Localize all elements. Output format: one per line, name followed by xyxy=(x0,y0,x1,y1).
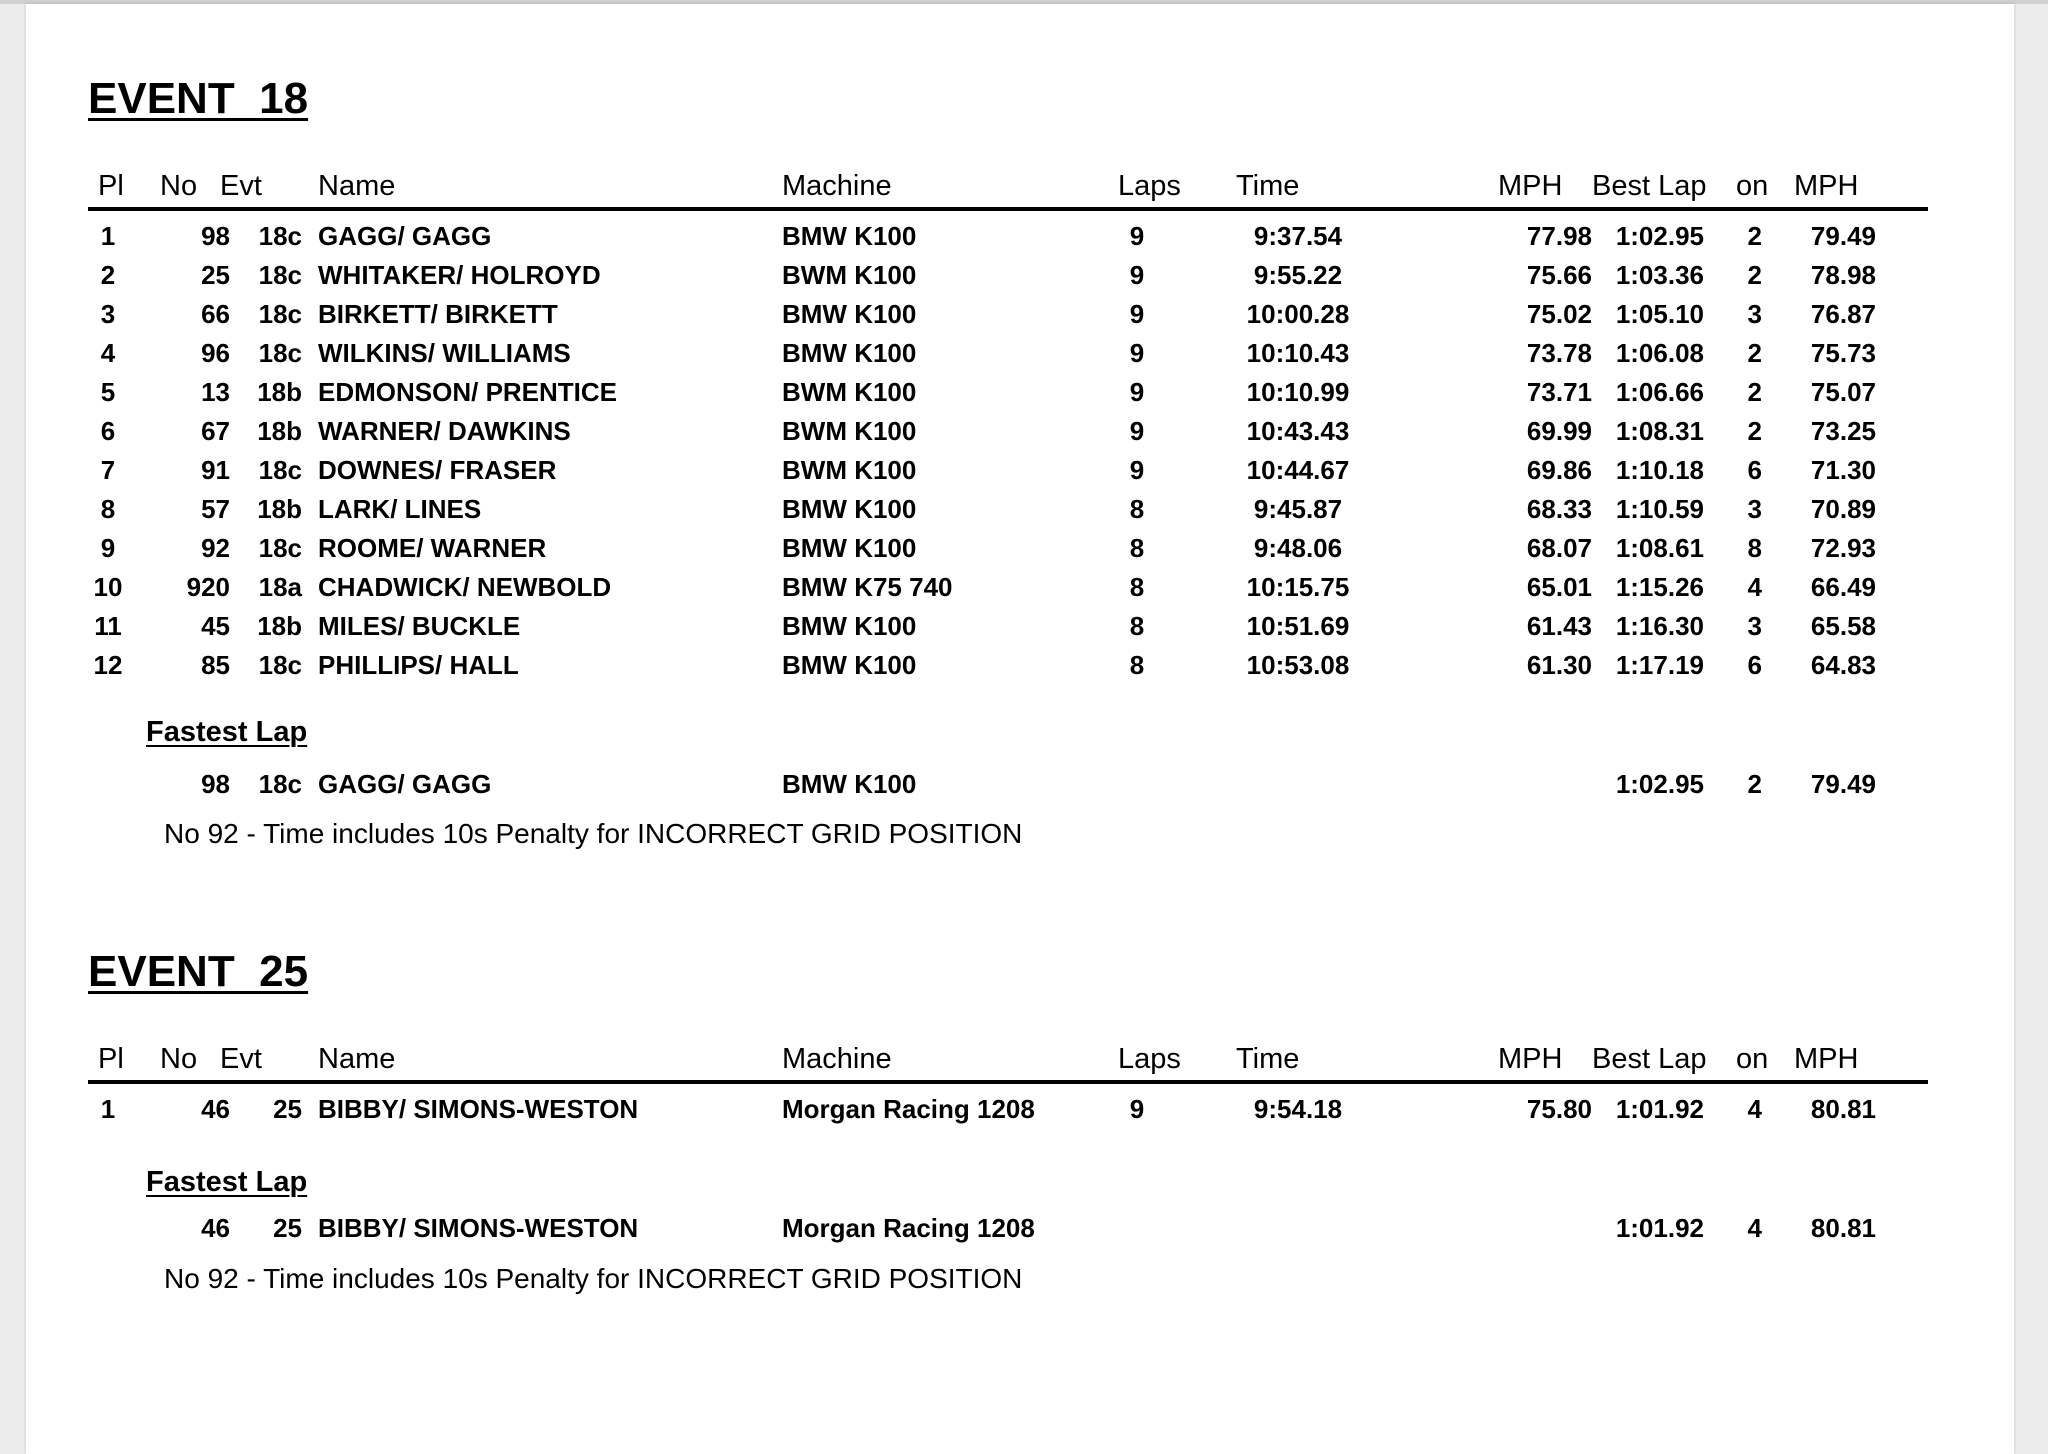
cell-pl: 8 xyxy=(100,494,116,524)
cell-no: 98 xyxy=(201,769,230,799)
cell-evt: 18b xyxy=(257,494,302,524)
cell-time: 10:43.43 xyxy=(1246,416,1350,446)
cell-pl: 3 xyxy=(100,299,116,329)
cell-mph: 73.71 xyxy=(1526,377,1592,407)
event-title: EVENT 18 xyxy=(88,74,309,123)
cell-best-mph: 80.81 xyxy=(1810,1094,1876,1124)
cell-no: 46 xyxy=(201,1213,230,1243)
cell-best-lap: 1:10.18 xyxy=(1615,455,1704,485)
cell-evt: 18c xyxy=(258,260,302,290)
cell-no: 85 xyxy=(201,650,230,680)
cell-no: 92 xyxy=(201,533,230,563)
cell-laps: 9 xyxy=(1129,377,1145,407)
cell-mph: 68.07 xyxy=(1526,533,1592,563)
cell-machine: BMW K100 xyxy=(782,221,917,251)
table-row xyxy=(88,221,1928,259)
cell-evt: 18c xyxy=(258,221,302,251)
col-best-mph: MPH xyxy=(1794,170,1859,202)
cell-on: 2 xyxy=(1747,221,1762,251)
cell-best-lap: 1:02.95 xyxy=(1615,769,1704,799)
cell-machine: BMW K100 xyxy=(782,494,917,524)
cell-no: 57 xyxy=(201,494,230,524)
cell-evt: 18c xyxy=(258,650,302,680)
cell-laps: 9 xyxy=(1129,338,1145,368)
cell-pl: 7 xyxy=(100,455,116,485)
col-best-lap: Best Lap xyxy=(1592,170,1707,202)
cell-best-mph: 65.58 xyxy=(1810,611,1876,641)
cell-pl: 12 xyxy=(93,650,123,680)
cell-name: DOWNES/ FRASER xyxy=(318,455,557,485)
fastest-lap-label: Fastest Lap xyxy=(146,716,308,748)
cell-machine: BWM K100 xyxy=(782,260,917,290)
cell-best-mph: 75.07 xyxy=(1810,377,1876,407)
cell-mph: 75.66 xyxy=(1526,260,1592,290)
col-pl: Pl xyxy=(98,170,124,202)
col-best-mph: MPH xyxy=(1794,1043,1859,1075)
cell-pl: 1 xyxy=(100,1094,116,1124)
cell-on: 6 xyxy=(1747,650,1762,680)
cell-best-lap: 1:06.08 xyxy=(1615,338,1704,368)
cell-laps: 9 xyxy=(1129,416,1145,446)
cell-best-lap: 1:08.31 xyxy=(1615,416,1704,446)
cell-on: 8 xyxy=(1747,533,1762,563)
table-row xyxy=(88,494,1928,532)
cell-time: 9:37.54 xyxy=(1253,221,1343,251)
cell-mph: 61.43 xyxy=(1526,611,1592,641)
cell-laps: 9 xyxy=(1129,221,1145,251)
cell-on: 2 xyxy=(1747,769,1762,799)
cell-no: 96 xyxy=(201,338,230,368)
cell-mph: 75.80 xyxy=(1526,1094,1592,1124)
table-row xyxy=(88,377,1928,415)
cell-on: 4 xyxy=(1747,1094,1762,1124)
cell-no: 45 xyxy=(201,611,230,641)
cell-mph: 75.02 xyxy=(1526,299,1592,329)
header-rule xyxy=(88,1080,1928,1084)
col-evt: Evt xyxy=(220,170,262,202)
col-no: No xyxy=(160,1043,198,1075)
col-on: on xyxy=(1736,170,1769,202)
cell-laps: 8 xyxy=(1129,611,1145,641)
cell-on: 2 xyxy=(1747,260,1762,290)
cell-time: 10:44.67 xyxy=(1246,455,1350,485)
cell-no: 13 xyxy=(201,377,230,407)
table-row xyxy=(88,299,1928,337)
cell-mph: 69.99 xyxy=(1526,416,1592,446)
cell-best-mph: 72.93 xyxy=(1810,533,1876,563)
document-page xyxy=(26,4,2014,1454)
cell-on: 3 xyxy=(1747,611,1762,641)
fastest-lap-row xyxy=(88,1213,1928,1251)
cell-no: 91 xyxy=(201,455,230,485)
cell-name: MILES/ BUCKLE xyxy=(318,611,521,641)
cell-best-mph: 73.25 xyxy=(1810,416,1876,446)
cell-time: 10:15.75 xyxy=(1246,572,1350,602)
cell-mph: 69.86 xyxy=(1526,455,1592,485)
cell-mph: 73.78 xyxy=(1526,338,1592,368)
cell-evt: 18c xyxy=(258,533,302,563)
cell-on: 4 xyxy=(1747,572,1762,602)
cell-name: GAGG/ GAGG xyxy=(318,769,492,799)
cell-on: 2 xyxy=(1747,377,1762,407)
cell-time: 10:10.43 xyxy=(1246,338,1350,368)
cell-evt: 18a xyxy=(258,572,302,602)
cell-no: 920 xyxy=(186,572,230,602)
cell-name: GAGG/ GAGG xyxy=(318,221,492,251)
results-header xyxy=(88,1043,1928,1079)
cell-best-mph: 64.83 xyxy=(1810,650,1876,680)
results-header xyxy=(88,170,1928,206)
cell-best-lap: 1:15.26 xyxy=(1615,572,1704,602)
col-evt: Evt xyxy=(220,1043,262,1075)
cell-evt: 18c xyxy=(258,769,302,799)
table-row xyxy=(88,416,1928,454)
table-row xyxy=(88,1094,1928,1132)
cell-best-mph: 79.49 xyxy=(1810,221,1876,251)
cell-laps: 9 xyxy=(1129,1094,1145,1124)
cell-time: 10:53.08 xyxy=(1246,650,1350,680)
cell-pl: 6 xyxy=(100,416,116,446)
cell-name: CHADWICK/ NEWBOLD xyxy=(318,572,612,602)
cell-time: 9:45.87 xyxy=(1253,494,1343,524)
cell-best-mph: 78.98 xyxy=(1810,260,1876,290)
cell-pl: 2 xyxy=(100,260,116,290)
table-row xyxy=(88,572,1928,610)
cell-evt: 18c xyxy=(258,455,302,485)
cell-name: BIRKETT/ BIRKETT xyxy=(318,299,558,329)
cell-best-mph: 70.89 xyxy=(1810,494,1876,524)
cell-pl: 11 xyxy=(94,611,122,641)
cell-pl: 4 xyxy=(100,338,116,368)
cell-machine: BMW K100 xyxy=(782,769,917,799)
cell-on: 3 xyxy=(1747,494,1762,524)
cell-machine: BMW K100 xyxy=(782,338,917,368)
cell-laps: 9 xyxy=(1129,299,1145,329)
cell-name: WHITAKER/ HOLROYD xyxy=(318,260,601,290)
cell-laps: 8 xyxy=(1129,572,1145,602)
cell-machine: BMW K100 xyxy=(782,611,917,641)
cell-laps: 9 xyxy=(1129,260,1145,290)
table-row xyxy=(88,533,1928,571)
cell-on: 3 xyxy=(1747,299,1762,329)
cell-best-lap: 1:06.66 xyxy=(1615,377,1704,407)
cell-laps: 8 xyxy=(1129,533,1145,563)
cell-laps: 8 xyxy=(1129,494,1145,524)
col-mph: MPH xyxy=(1498,1043,1563,1075)
table-row xyxy=(88,650,1928,688)
cell-on: 6 xyxy=(1747,455,1762,485)
col-laps: Laps xyxy=(1118,1043,1181,1075)
cell-evt: 18b xyxy=(257,416,302,446)
col-pl: Pl xyxy=(98,1043,124,1075)
cell-name: LARK/ LINES xyxy=(318,494,482,524)
cell-evt: 18c xyxy=(258,299,302,329)
cell-best-lap: 1:16.30 xyxy=(1615,611,1704,641)
cell-machine: BWM K100 xyxy=(782,455,917,485)
cell-best-lap: 1:03.36 xyxy=(1615,260,1704,290)
table-row xyxy=(88,338,1928,376)
cell-mph: 77.98 xyxy=(1526,221,1592,251)
cell-time: 10:51.69 xyxy=(1246,611,1350,641)
fastest-lap-label: Fastest Lap xyxy=(146,1166,308,1198)
col-machine: Machine xyxy=(782,1043,892,1075)
table-row xyxy=(88,455,1928,493)
cell-best-lap: 1:17.19 xyxy=(1615,650,1704,680)
cell-best-lap: 1:01.92 xyxy=(1615,1094,1704,1124)
cell-evt: 18b xyxy=(257,611,302,641)
cell-mph: 68.33 xyxy=(1526,494,1592,524)
cell-best-mph: 66.49 xyxy=(1810,572,1876,602)
event-title: EVENT 25 xyxy=(88,947,309,996)
cell-time: 10:00.28 xyxy=(1246,299,1350,329)
cell-name: EDMONSON/ PRENTICE xyxy=(318,377,618,407)
cell-best-mph: 71.30 xyxy=(1810,455,1876,485)
cell-machine: Morgan Racing 1208 xyxy=(782,1094,1035,1124)
cell-name: WILKINS/ WILLIAMS xyxy=(318,338,571,368)
cell-no: 46 xyxy=(201,1094,230,1124)
col-on: on xyxy=(1736,1043,1769,1075)
fastest-lap-row xyxy=(88,769,1928,807)
cell-no: 66 xyxy=(201,299,230,329)
col-name: Name xyxy=(318,1043,396,1075)
col-time: Time xyxy=(1236,1043,1300,1075)
cell-machine: Morgan Racing 1208 xyxy=(782,1213,1035,1243)
cell-evt: 18c xyxy=(258,338,302,368)
cell-mph: 65.01 xyxy=(1526,572,1592,602)
cell-name: BIBBY/ SIMONS-WESTON xyxy=(318,1213,639,1243)
cell-time: 9:54.18 xyxy=(1253,1094,1343,1124)
cell-name: ROOME/ WARNER xyxy=(318,533,547,563)
cell-best-lap: 1:01.92 xyxy=(1615,1213,1704,1243)
cell-time: 10:10.99 xyxy=(1246,377,1350,407)
cell-laps: 9 xyxy=(1129,455,1145,485)
cell-best-mph: 80.81 xyxy=(1810,1213,1876,1243)
cell-best-mph: 75.73 xyxy=(1810,338,1876,368)
cell-best-lap: 1:08.61 xyxy=(1615,533,1704,563)
col-laps: Laps xyxy=(1118,170,1181,202)
cell-mph: 61.30 xyxy=(1526,650,1592,680)
col-time: Time xyxy=(1236,170,1300,202)
penalty-note: No 92 - Time includes 10s Penalty for INCORRECT GRID POSITION xyxy=(164,1263,1023,1294)
cell-best-lap: 1:10.59 xyxy=(1615,494,1704,524)
table-row xyxy=(88,611,1928,649)
cell-time: 9:48.06 xyxy=(1253,533,1343,563)
penalty-note: No 92 - Time includes 10s Penalty for INCORRECT GRID POSITION xyxy=(164,818,1023,849)
cell-no: 25 xyxy=(201,260,230,290)
cell-machine: BMW K75 740 xyxy=(782,572,953,602)
cell-name: BIBBY/ SIMONS-WESTON xyxy=(318,1094,639,1124)
cell-name: WARNER/ DAWKINS xyxy=(318,416,571,446)
col-machine: Machine xyxy=(782,170,892,202)
cell-machine: BMW K100 xyxy=(782,650,917,680)
cell-no: 67 xyxy=(201,416,230,446)
cell-time: 9:55.22 xyxy=(1253,260,1343,290)
cell-best-lap: 1:02.95 xyxy=(1615,221,1704,251)
cell-evt: 25 xyxy=(273,1094,302,1124)
cell-on: 2 xyxy=(1747,416,1762,446)
cell-pl: 9 xyxy=(100,533,116,563)
cell-name: PHILLIPS/ HALL xyxy=(318,650,519,680)
cell-machine: BWM K100 xyxy=(782,377,917,407)
cell-no: 98 xyxy=(201,221,230,251)
col-no: No xyxy=(160,170,198,202)
cell-best-lap: 1:05.10 xyxy=(1615,299,1704,329)
cell-machine: BMW K100 xyxy=(782,299,917,329)
col-mph: MPH xyxy=(1498,170,1563,202)
col-name: Name xyxy=(318,170,396,202)
header-rule xyxy=(88,207,1928,211)
cell-best-mph: 76.87 xyxy=(1810,299,1876,329)
cell-on: 2 xyxy=(1747,338,1762,368)
col-best-lap: Best Lap xyxy=(1592,1043,1707,1075)
cell-best-mph: 79.49 xyxy=(1810,769,1876,799)
cell-pl: 10 xyxy=(93,572,123,602)
cell-on: 4 xyxy=(1747,1213,1762,1243)
cell-pl: 5 xyxy=(100,377,116,407)
cell-laps: 8 xyxy=(1129,650,1145,680)
cell-evt: 25 xyxy=(273,1213,302,1243)
cell-machine: BWM K100 xyxy=(782,416,917,446)
cell-machine: BMW K100 xyxy=(782,533,917,563)
cell-pl: 1 xyxy=(100,221,116,251)
cell-evt: 18b xyxy=(257,377,302,407)
table-row xyxy=(88,260,1928,298)
